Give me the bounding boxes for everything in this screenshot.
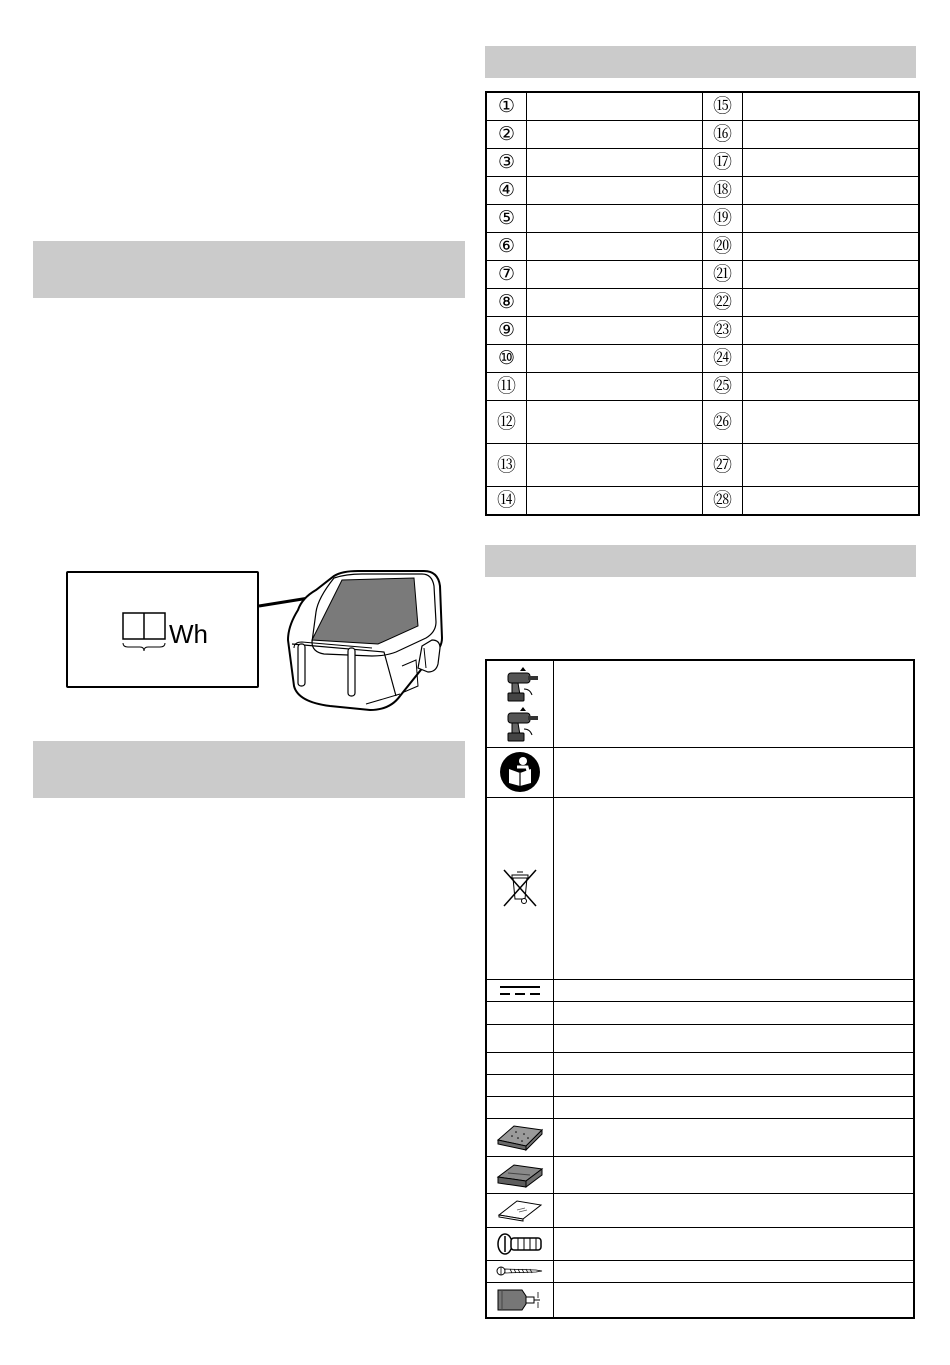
- part-name-cell: [527, 373, 703, 401]
- symbol-cell: [486, 797, 554, 979]
- symbol-cell: [486, 1260, 554, 1282]
- symbol-cell: [486, 1282, 554, 1318]
- table-row: [486, 373, 919, 401]
- part-name-cell: [743, 317, 920, 345]
- table-row: [486, 317, 919, 345]
- part-number: ⑭: [486, 487, 527, 516]
- part-number: ⑤: [486, 205, 527, 233]
- table-row: [486, 1074, 914, 1096]
- table-row: [486, 261, 919, 289]
- symbol-cell: [486, 1052, 554, 1074]
- symbol-cell: [486, 1156, 554, 1193]
- battery-pack-icon: [496, 1122, 544, 1152]
- table-row: [486, 1156, 914, 1193]
- symbol-description-cell: [554, 1260, 915, 1282]
- symbol-cell: [486, 1001, 554, 1024]
- part-name-cell: [743, 345, 920, 373]
- table-row: [486, 660, 914, 747]
- symbol-cell: [486, 747, 554, 797]
- symbol-description-cell: [554, 1193, 915, 1227]
- symbol-description-cell: [554, 1024, 915, 1052]
- part-number: ㉘: [703, 487, 743, 516]
- part-name-cell: [527, 401, 703, 444]
- battery-label-figure: [66, 568, 446, 718]
- table-row: [486, 747, 914, 797]
- part-number: ⑱: [703, 177, 743, 205]
- parts-list-table: [485, 91, 920, 516]
- part-number: ⑦: [486, 261, 527, 289]
- table-row: [486, 1096, 914, 1118]
- table-row: [486, 1001, 914, 1024]
- part-number: ⑩: [486, 345, 527, 373]
- symbols-table: [485, 659, 915, 1319]
- symbol-description-cell: [554, 1156, 915, 1193]
- part-name-cell: [743, 121, 920, 149]
- parts-heading-band: [485, 46, 916, 78]
- symbol-description-cell: [554, 1282, 915, 1318]
- symbol-description-cell: [554, 797, 915, 979]
- symbol-description-cell: [554, 1227, 915, 1260]
- symbol-cell: [486, 1193, 554, 1227]
- part-number: ⑲: [703, 205, 743, 233]
- part-name-cell: [527, 205, 703, 233]
- direct-current-icon: [499, 983, 541, 997]
- part-name-cell: [743, 177, 920, 205]
- part-name-cell: [527, 444, 703, 487]
- section-heading-band-2: [33, 741, 465, 798]
- symbol-cell: [486, 1024, 554, 1052]
- part-number: ㉑: [703, 261, 743, 289]
- manual-booklet-icon: [497, 1197, 543, 1223]
- symbol-description-cell: [554, 1001, 915, 1024]
- symbol-description-cell: [554, 1074, 915, 1096]
- symbols-heading-band: [485, 545, 916, 577]
- part-name-cell: [527, 92, 703, 121]
- battery-pack-slim-icon: [496, 1161, 544, 1189]
- symbol-cell: [486, 660, 554, 747]
- part-name-cell: [743, 289, 920, 317]
- part-name-cell: [743, 261, 920, 289]
- table-row: [486, 1193, 914, 1227]
- table-row: [486, 444, 919, 487]
- part-name-cell: [743, 233, 920, 261]
- part-number: ⑬: [486, 444, 527, 487]
- table-row: [486, 233, 919, 261]
- drill-bit-icon: [496, 1286, 544, 1314]
- part-name-cell: [743, 487, 920, 516]
- part-number: ②: [486, 121, 527, 149]
- crossed-out-bin-icon: [500, 867, 540, 909]
- table-row: [486, 92, 919, 121]
- part-name-cell: [743, 92, 920, 121]
- table-row: [486, 289, 919, 317]
- part-number: ⑯: [703, 121, 743, 149]
- screw-bolt-icon: [496, 1232, 544, 1256]
- part-number: ④: [486, 177, 527, 205]
- part-number: ⑧: [486, 289, 527, 317]
- part-name-cell: [527, 317, 703, 345]
- part-number: ⑫: [486, 401, 527, 444]
- table-row: [486, 1227, 914, 1260]
- symbol-cell: [486, 979, 554, 1001]
- part-number: ③: [486, 149, 527, 177]
- part-name-cell: [743, 444, 920, 487]
- symbol-description-cell: [554, 660, 915, 747]
- symbol-description-cell: [554, 747, 915, 797]
- table-row: [486, 797, 914, 979]
- part-name-cell: [527, 345, 703, 373]
- symbol-cell: [486, 1227, 554, 1260]
- part-number: ⑨: [486, 317, 527, 345]
- part-name-cell: [527, 121, 703, 149]
- symbol-cell: [486, 1096, 554, 1118]
- part-number: ⑪: [486, 373, 527, 401]
- symbol-description-cell: [554, 1052, 915, 1074]
- drill-icon: [498, 665, 542, 743]
- table-row: [486, 1052, 914, 1074]
- table-row: [486, 979, 914, 1001]
- part-name-cell: [743, 205, 920, 233]
- part-name-cell: [527, 149, 703, 177]
- part-name-cell: [527, 289, 703, 317]
- table-row: [486, 345, 919, 373]
- table-row: [486, 1024, 914, 1052]
- part-number: ①: [486, 92, 527, 121]
- symbol-cell: [486, 1074, 554, 1096]
- table-row: [486, 487, 919, 516]
- section-heading-band-1: [33, 241, 465, 298]
- table-row: [486, 1282, 914, 1318]
- table-row: [486, 149, 919, 177]
- part-name-cell: [527, 233, 703, 261]
- part-name-cell: [743, 373, 920, 401]
- wh-unit-label: Wh: [169, 619, 208, 649]
- read-manual-icon: [499, 751, 541, 793]
- table-row: [486, 177, 919, 205]
- battery-pack-illustration: [66, 568, 446, 718]
- table-row: [486, 205, 919, 233]
- part-number: ⑮: [703, 92, 743, 121]
- table-row: [486, 121, 919, 149]
- part-number: ㉒: [703, 289, 743, 317]
- part-name-cell: [527, 487, 703, 516]
- part-number: ㉗: [703, 444, 743, 487]
- wood-screw-icon: [496, 1265, 544, 1277]
- table-row: [486, 1260, 914, 1282]
- part-number: ⑥: [486, 233, 527, 261]
- part-number: ⑰: [703, 149, 743, 177]
- symbol-cell: [486, 1118, 554, 1156]
- part-number: ㉕: [703, 373, 743, 401]
- part-number: ⑳: [703, 233, 743, 261]
- symbol-description-cell: [554, 979, 915, 1001]
- symbol-description-cell: [554, 1118, 915, 1156]
- table-row: [486, 401, 919, 444]
- table-row: [486, 1118, 914, 1156]
- part-name-cell: [743, 401, 920, 444]
- part-number: ㉖: [703, 401, 743, 444]
- part-name-cell: [527, 177, 703, 205]
- part-name-cell: [743, 149, 920, 177]
- part-name-cell: [527, 261, 703, 289]
- symbol-description-cell: [554, 1096, 915, 1118]
- part-number: ㉓: [703, 317, 743, 345]
- part-number: ㉔: [703, 345, 743, 373]
